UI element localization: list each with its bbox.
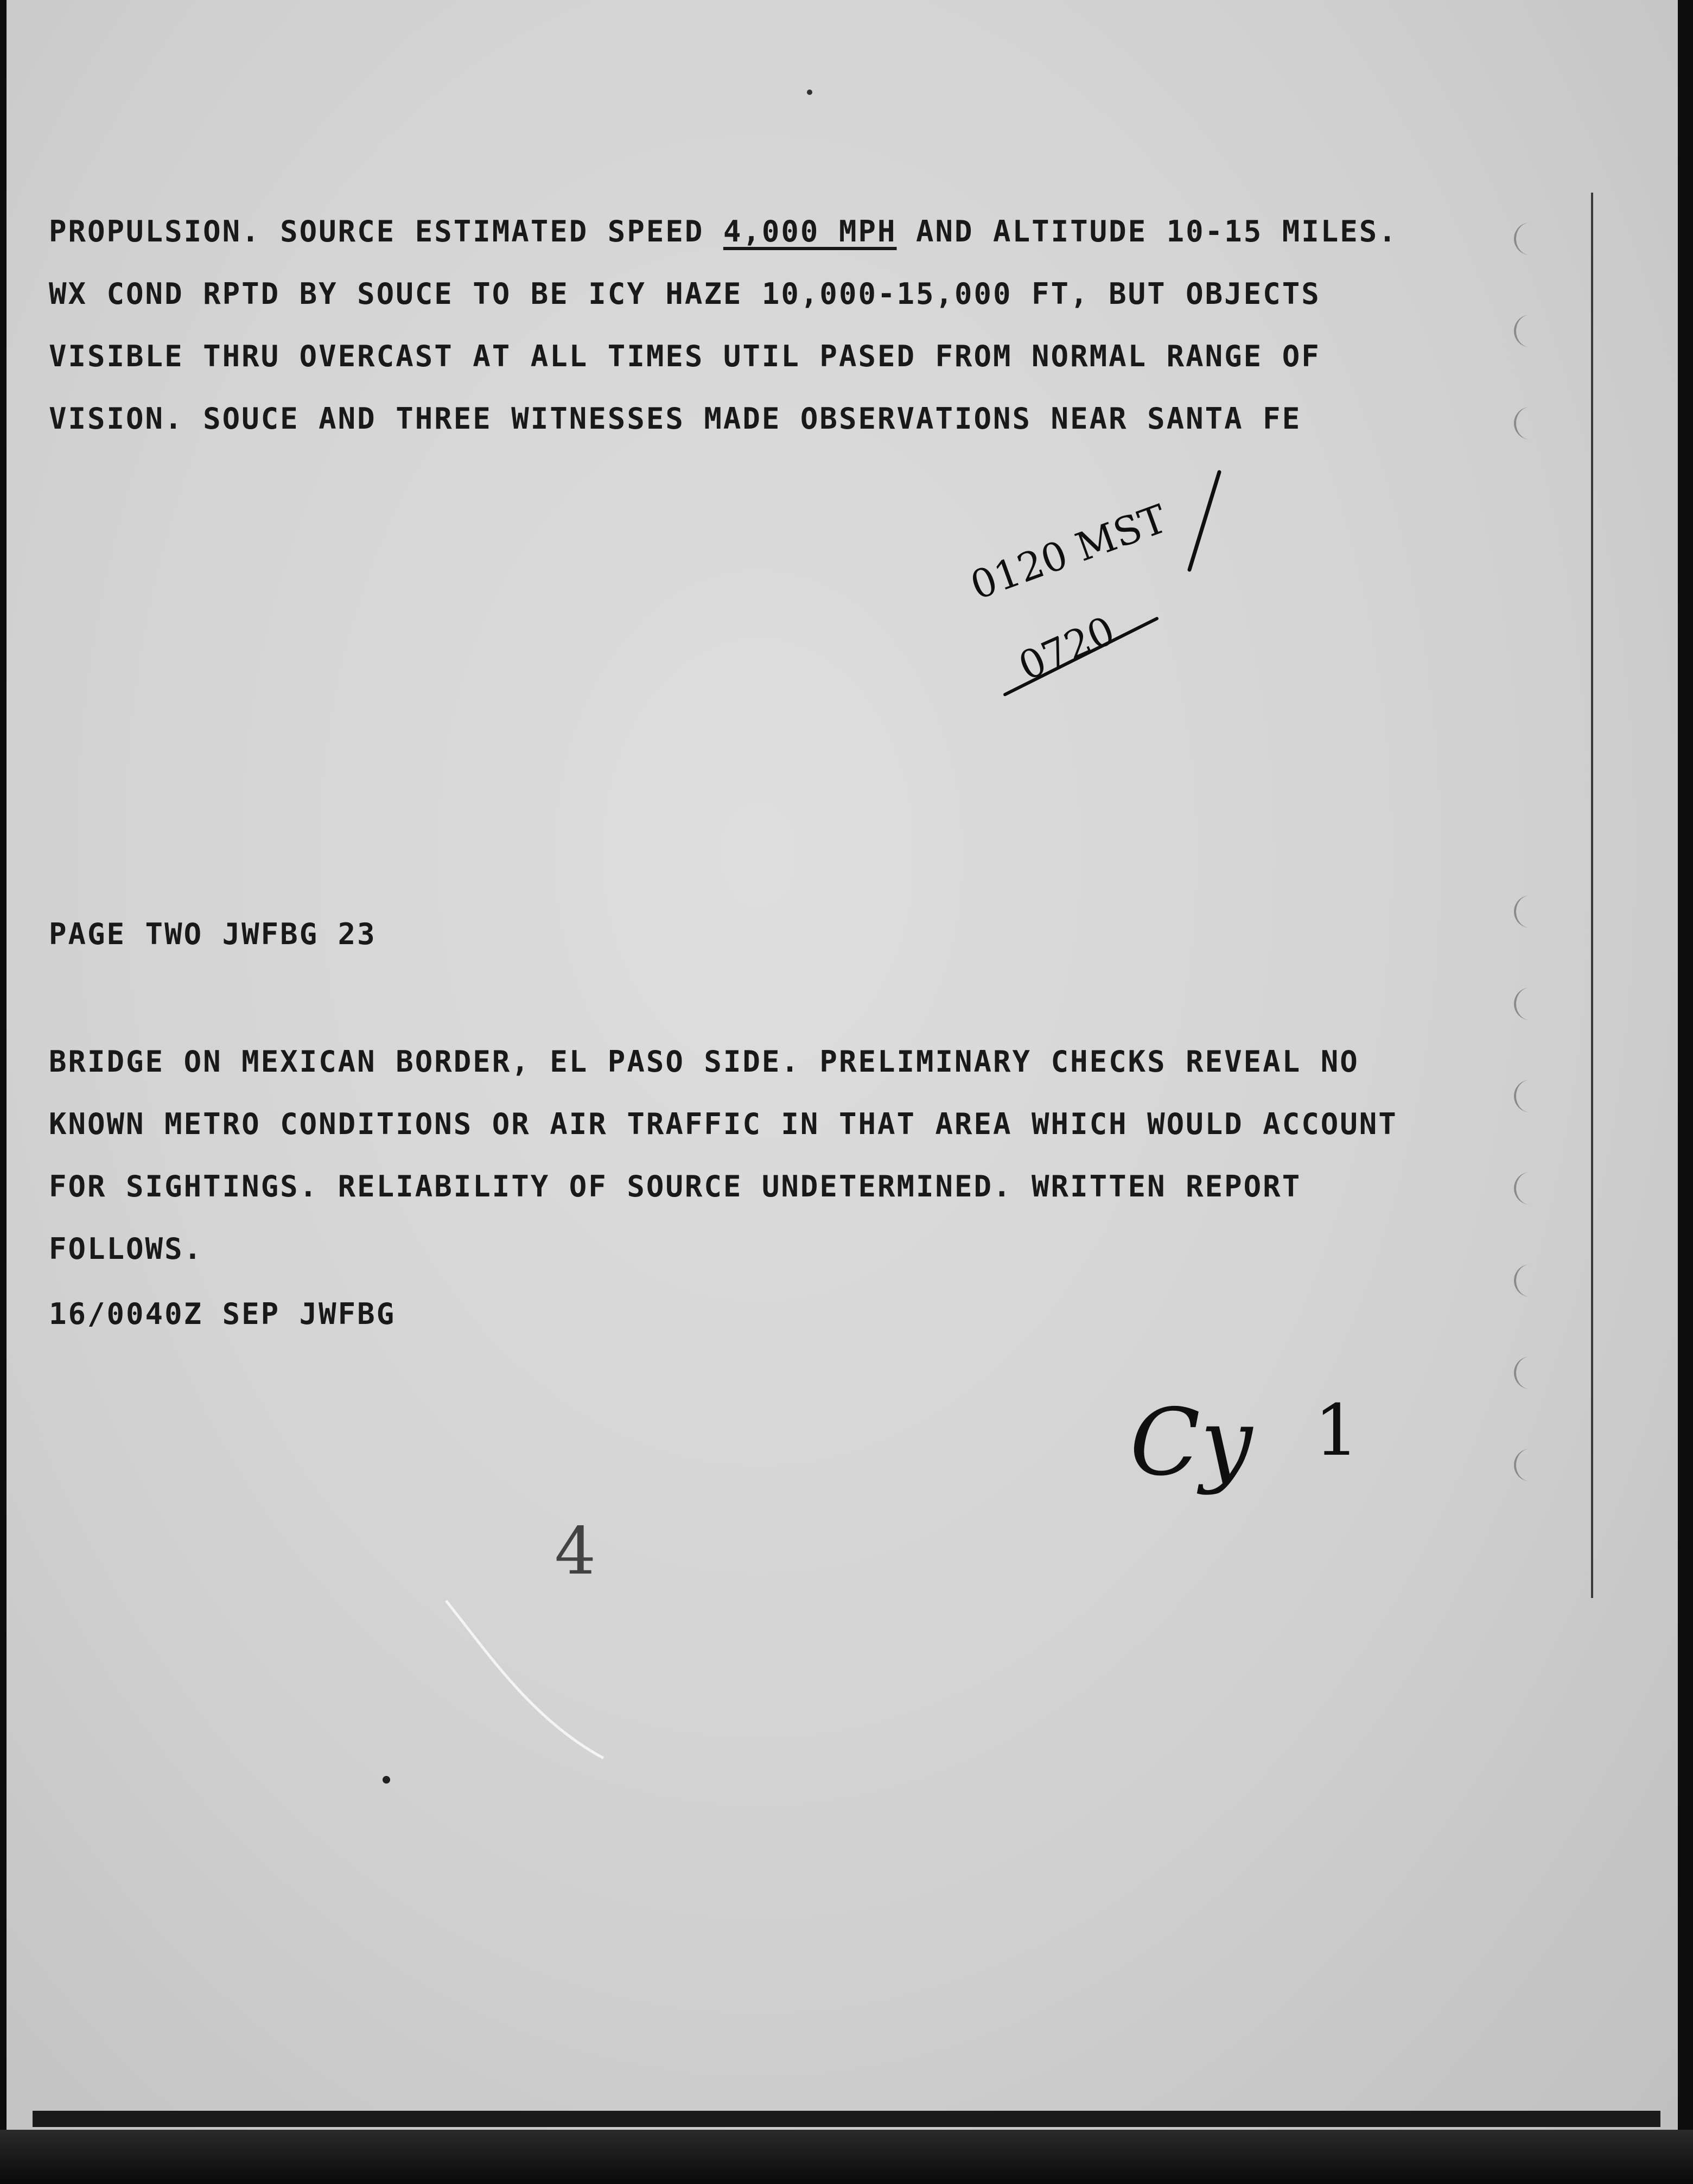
perforation-hole	[1514, 1264, 1535, 1297]
handwritten-check-stroke	[1168, 467, 1227, 575]
teletype-page	[7, 0, 1678, 2135]
line-1-tail: AND ALTITUDE 10-15 MILES.	[896, 214, 1398, 249]
page-edge-shadow	[0, 2130, 1693, 2184]
perforation-hole	[1514, 895, 1535, 928]
message-line-4: VISION. SOUCE AND THREE WITNESSES MADE OBSERVATIONS NEAR SANTA FE	[49, 402, 1302, 436]
message-line-1	[49, 214, 1398, 249]
perforation-hole	[1514, 988, 1535, 1020]
ink-speck	[799, 81, 820, 103]
handwritten-time-note: 0120 MST	[964, 495, 1173, 609]
faint-handwritten-mark: 4	[555, 1514, 596, 1589]
message-line-6: KNOWN METRO CONDITIONS OR AIR TRAFFIC IN THAT AREA WHICH WOULD ACCOUNT	[49, 1107, 1398, 1141]
ink-speck	[381, 1774, 392, 1785]
page-header: PAGE TWO JWFBG 23	[49, 917, 377, 951]
handwritten-copy-number: 1	[1314, 1389, 1359, 1472]
message-line-2: WX COND RPTD BY SOUCE TO BE ICY HAZE 10,000-15,000 FT, BUT OBJECTS	[49, 277, 1321, 311]
perforation-hole	[1514, 1449, 1535, 1481]
speed-value: 4,000 MPH	[723, 214, 897, 249]
perforation-hole	[1514, 1357, 1535, 1389]
message-line-8: FOLLOWS.	[49, 1232, 203, 1266]
handwritten-copy-note: Cy	[1130, 1389, 1253, 1497]
perforation-hole	[1514, 407, 1535, 440]
scratch-mark	[441, 1595, 614, 1769]
perforation-hole	[1514, 1172, 1535, 1205]
perforation-hole	[1514, 1080, 1535, 1112]
film-edge	[33, 2111, 1660, 2127]
message-line-7: FOR SIGHTINGS. RELIABILITY OF SOURCE UNDETERMINED. WRITTEN REPORT	[49, 1169, 1302, 1204]
perforation-hole	[1514, 222, 1535, 255]
margin-rule	[1591, 193, 1593, 1598]
perforation-hole	[1514, 315, 1535, 347]
date-time-group: 16/0040Z SEP JWFBG	[49, 1297, 396, 1331]
message-line-3: VISIBLE THRU OVERCAST AT ALL TIMES UTIL PASED FROM NORMAL RANGE OF	[49, 339, 1321, 373]
message-line-5: BRIDGE ON MEXICAN BORDER, EL PASO SIDE. PRELIMINARY CHECKS REVEAL NO	[49, 1045, 1359, 1079]
handwritten-date-note: 0720	[1011, 607, 1122, 690]
line-1-head: PROPULSION. SOURCE ESTIMATED SPEED	[49, 214, 723, 249]
